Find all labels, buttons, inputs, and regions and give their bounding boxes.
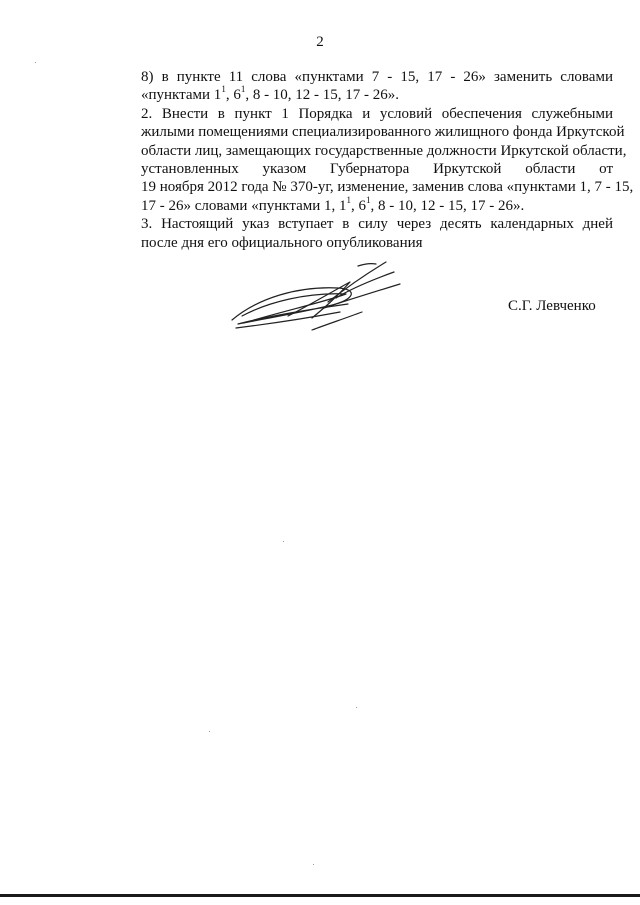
scan-speck	[283, 541, 284, 542]
text-fragment: , 8 - 10, 12 - 15, 17 - 26».	[370, 197, 525, 214]
paragraph-3	[101, 215, 613, 252]
paragraph-2	[101, 105, 634, 215]
text-fragment: , 8 - 10, 12 - 15, 17 - 26».	[245, 87, 400, 104]
text-fragment: «пунктами 1	[141, 87, 222, 104]
text-line: области лиц, замещающих государственные должности Иркутской области,	[141, 142, 627, 159]
handwritten-signature	[228, 258, 403, 338]
text-line: 8) в пункте 11 слова «пунктами 7 - 15, 17 - 26» заменить словами	[141, 69, 613, 85]
scan-speck	[209, 731, 210, 732]
document-body	[101, 68, 634, 252]
page-number: 2	[316, 34, 324, 50]
text-line: 3. Настоящий указ вступает в силу через десять календарных дней	[141, 216, 613, 233]
superscript: 1	[240, 84, 246, 95]
text-fragment: , 6	[225, 87, 241, 104]
text-fragment: 17 - 26» словами «пунктами 1, 1	[141, 197, 347, 214]
text-line: установленных указом Губернатора Иркутской области от	[141, 161, 613, 178]
superscript: 1	[346, 194, 352, 205]
scan-speck	[313, 864, 314, 865]
text-line	[101, 86, 613, 104]
scan-speck	[35, 62, 36, 63]
text-line: жилыми помещениями специализированного жилищного фонда Иркутской	[141, 124, 625, 141]
paragraph-item-8	[101, 68, 613, 105]
superscript: 1	[366, 194, 371, 205]
text-line	[101, 194, 613, 215]
superscript: 1	[221, 84, 226, 95]
text-line: 19 ноября 2012 года № 370-уг, изменение, заменив слова «пунктами 1, 7 - 15,	[141, 179, 634, 196]
signer-name: С.Г. Левченко	[508, 298, 596, 314]
scan-speck	[356, 707, 357, 708]
scan-bottom-edge	[0, 894, 640, 897]
text-line: 2. Внести в пункт 1 Порядка и условий обеспечения служебными	[141, 105, 613, 122]
text-line: после дня его официального опубликования	[141, 234, 423, 251]
text-fragment: , 6	[351, 197, 367, 214]
